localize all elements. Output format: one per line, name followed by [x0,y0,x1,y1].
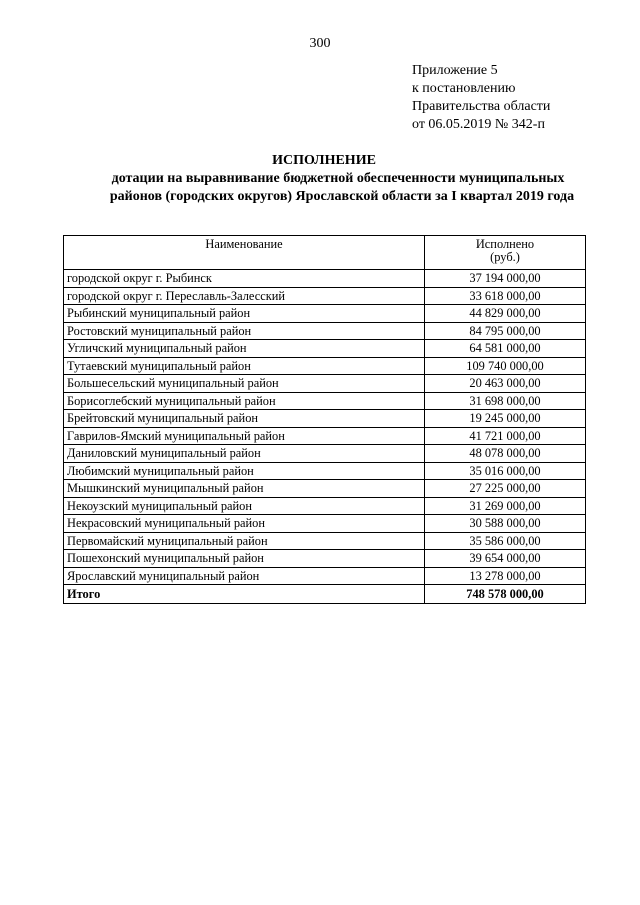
municipality-name: Ярославский муниципальный район [64,567,425,585]
table-row [64,532,586,550]
executed-amount: 39 654 000,00 [425,550,586,568]
appendix-line: от 06.05.2019 № 342-п [412,117,545,132]
municipality-name: Рыбинский муниципальный район [64,305,425,323]
table-row [64,375,586,393]
title-line: ИСПОЛНЕНИЕ [272,153,376,168]
executed-amount: 27 225 000,00 [425,480,586,498]
appendix-line: к постановлению [412,81,516,96]
municipality-name: Любимский муниципальный район [64,462,425,480]
executed-amount: 13 278 000,00 [425,567,586,585]
table-row [64,357,586,375]
document-title [60,152,588,206]
table-row [64,480,586,498]
municipality-name: Угличский муниципальный район [64,340,425,358]
appendix-block [412,62,550,134]
municipality-name: Борисоглебский муниципальный район [64,392,425,410]
table-row [64,410,586,428]
table-row [64,550,586,568]
table-row [64,392,586,410]
table-row [64,322,586,340]
appendix-line: Приложение 5 [412,63,498,78]
table-row [64,305,586,323]
municipality-name: Даниловский муниципальный район [64,445,425,463]
municipality-name: городской округ г. Переславль-Залесский [64,287,425,305]
executed-amount: 84 795 000,00 [425,322,586,340]
municipality-name: Первомайский муниципальный район [64,532,425,550]
execution-table [63,235,586,604]
municipality-name: Пошехонский муниципальный район [64,550,425,568]
municipality-name: городской округ г. Рыбинск [64,270,425,288]
municipality-name: Большесельский муниципальный район [64,375,425,393]
column-header-name: Наименование [64,236,425,270]
title-line: дотации на выравнивание бюджетной обеспеченности муниципальных [111,171,565,186]
executed-amount: 30 588 000,00 [425,515,586,533]
table-row [64,497,586,515]
municipality-name: Гаврилов-Ямский муниципальный район [64,427,425,445]
table-body [64,270,586,585]
table-row [64,515,586,533]
table-row [64,462,586,480]
municipality-name: Брейтовский муниципальный район [64,410,425,428]
table-row [64,427,586,445]
total-label: Итого [64,585,425,604]
executed-amount: 44 829 000,00 [425,305,586,323]
table-row [64,445,586,463]
executed-amount: 64 581 000,00 [425,340,586,358]
table-header-row [64,236,586,270]
municipality-name: Мышкинский муниципальный район [64,480,425,498]
executed-amount: 35 016 000,00 [425,462,586,480]
column-header-value-unit: (руб.) [490,250,520,264]
municipality-name: Ростовский муниципальный район [64,322,425,340]
column-header-value [425,236,586,270]
total-value: 748 578 000,00 [425,585,586,604]
municipality-name: Некоузский муниципальный район [64,497,425,515]
executed-amount: 20 463 000,00 [425,375,586,393]
executed-amount: 31 269 000,00 [425,497,586,515]
table-row [64,270,586,288]
executed-amount: 33 618 000,00 [425,287,586,305]
table-row [64,287,586,305]
executed-amount: 37 194 000,00 [425,270,586,288]
municipality-name: Тутаевский муниципальный район [64,357,425,375]
executed-amount: 35 586 000,00 [425,532,586,550]
municipality-name: Некрасовский муниципальный район [64,515,425,533]
page-number: 300 [309,36,331,51]
total-row [64,585,586,604]
executed-amount: 109 740 000,00 [425,357,586,375]
column-header-value-line: Исполнено [475,237,535,251]
executed-amount: 19 245 000,00 [425,410,586,428]
executed-amount: 31 698 000,00 [425,392,586,410]
executed-amount: 41 721 000,00 [425,427,586,445]
table-row [64,340,586,358]
appendix-line: Правительства области [412,99,551,114]
title-line: районов (городских округов) Ярославской области за I квартал 2019 года [109,189,575,204]
table-row [64,567,586,585]
executed-amount: 48 078 000,00 [425,445,586,463]
